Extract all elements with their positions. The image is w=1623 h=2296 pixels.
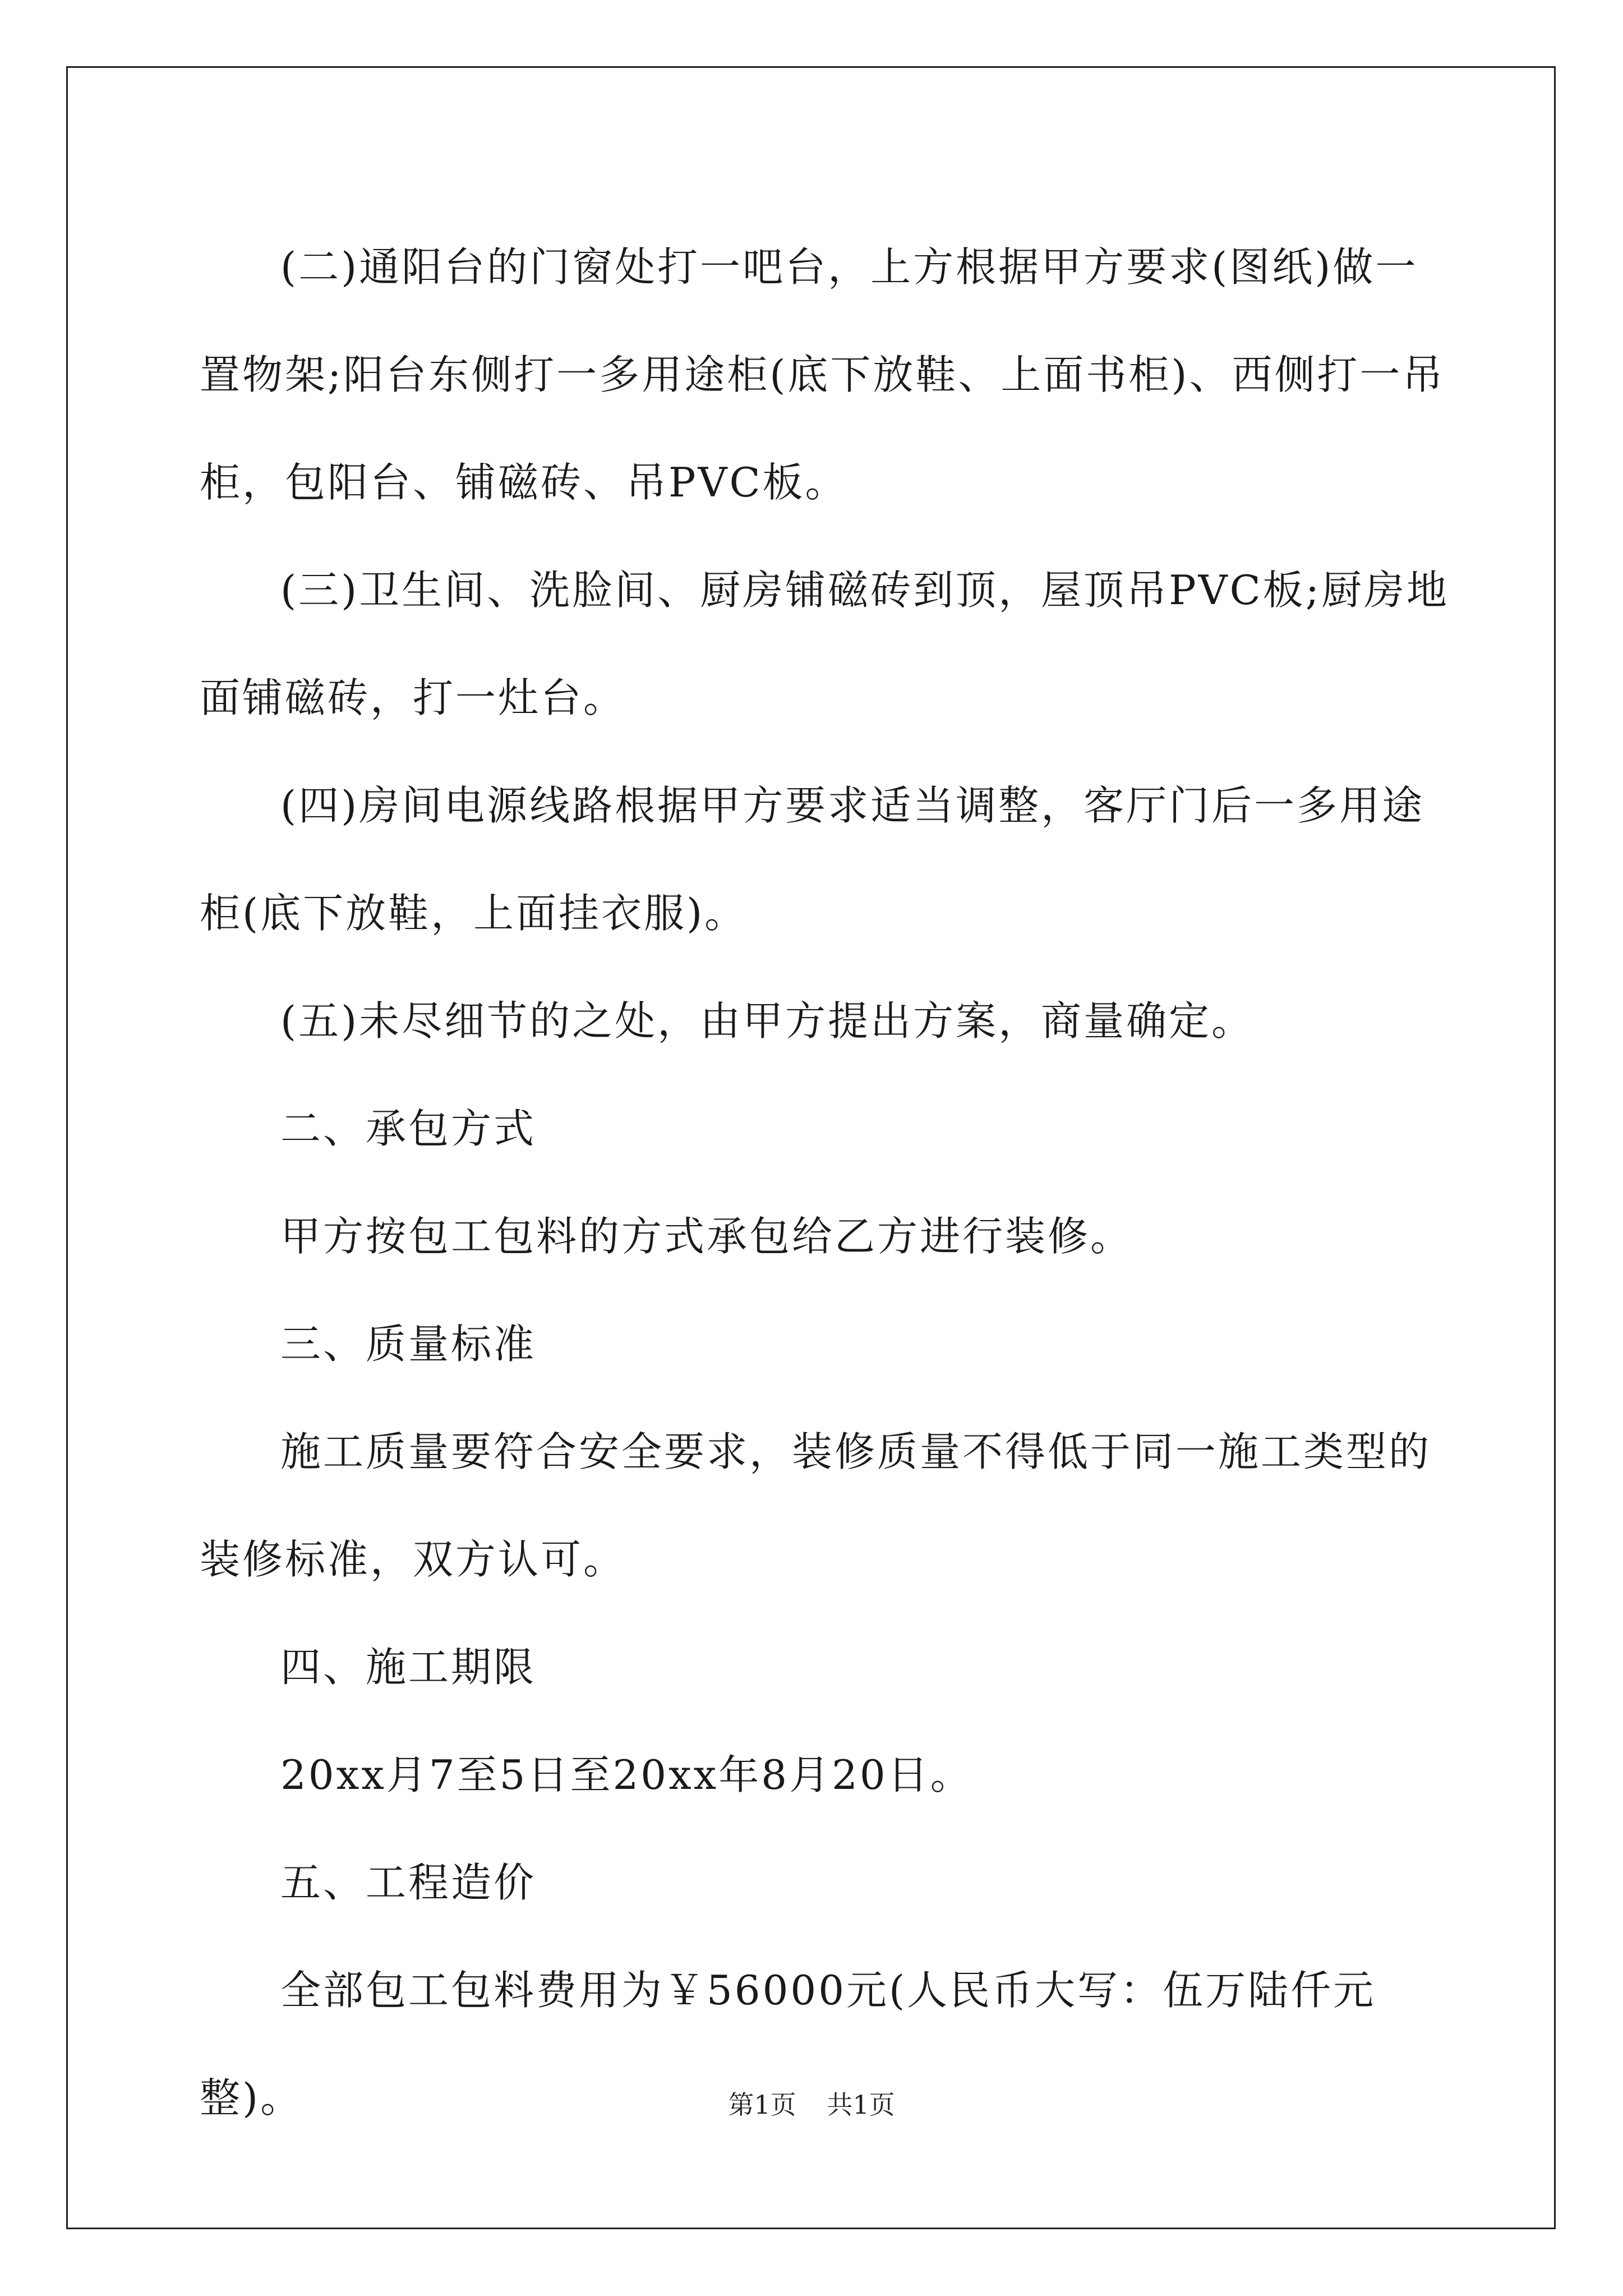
paragraph-electrical: (四)房间电源线路根据甲方要求适当调整，客厅门后一多用途柜(底下放鞋，上面挂衣服)。: [200, 782, 1425, 937]
page-number-current: 第1页: [728, 2090, 796, 2120]
section-heading-schedule: 四、施工期限: [280, 1644, 537, 1691]
paragraph-details: (五)未尽细节的之处，由甲方提出方案，商量确定。: [280, 997, 1255, 1045]
section-heading-cost: 五、工程造价: [280, 1859, 537, 1906]
page-footer: [0, 2085, 1623, 2122]
section-heading-contract-method: 二、承包方式: [280, 1105, 537, 1152]
paragraph-quality: 施工质量要符合安全要求，装修质量不得低于同一施工类型的装修标准，双方认可。: [200, 1428, 1432, 1583]
paragraph-schedule: 20xx月7至5日至20xx年8月20日。: [280, 1751, 973, 1798]
paragraph-bathroom-kitchen: (三)卫生间、洗脸间、厨房铺磁砖到顶，屋顶吊PVC板;厨房地面铺磁砖，打一灶台。: [200, 567, 1449, 721]
page-number-total: 共1页: [827, 2090, 895, 2120]
paragraph-contract-method: 甲方按包工包料的方式承包给乙方进行装修。: [280, 1213, 1133, 1260]
document-body: [200, 213, 1450, 2152]
paragraph-cost: 全部包工包料费用为￥56000元(人民币大写：伍万陆仟元整)。: [200, 1967, 1376, 2122]
paragraph-balcony: (二)通阳台的门窗处打一吧台，上方根据甲方要求(图纸)做一置物架;阳台东侧打一多用途柜(底下放鞋、上面书柜)、西侧打一吊柜，包阳台、铺磁砖、吊PVC板。: [200, 243, 1445, 506]
section-heading-quality: 三、质量标准: [280, 1320, 537, 1368]
